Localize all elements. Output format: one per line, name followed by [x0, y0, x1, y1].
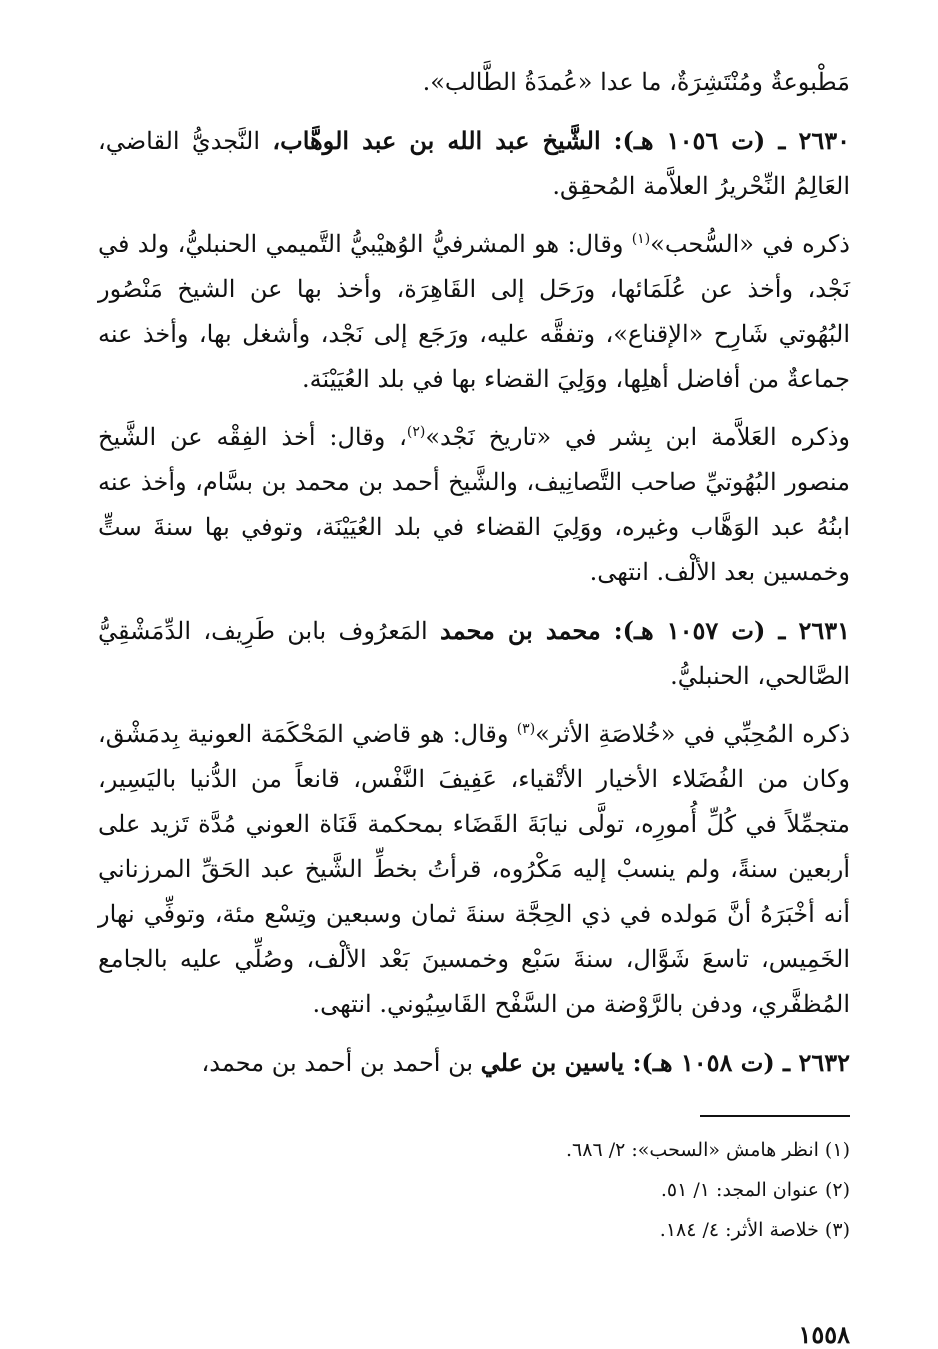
footnote-reference: (٢)	[406, 424, 426, 440]
footnote-item: (٢) عنوان المجد: ١/ ٥١.	[660, 1179, 850, 1201]
footnote-reference: (٣)	[516, 721, 536, 737]
paragraph-text: وقال: هو قاضي المَحْكَمَة العونية بِدمَشْق، وكان من الفُضَلاء الأخيار الأتْقياء، عَفِيفَ النَّفْس، قانعاً من الدُّنيا باليَسِير، متجمِّلاً في كُلِّ أُمورِه، تولَّى نيابَةَ القَضَاء بمحكمة قَنَاة العوني مُدَّة تَزيد على أربعين سنةً، ولم ينسبْ إليه مَكْرُوه، قرأتُ بخطِّ الشَّيخ عبد الحَقِّ المرزناني أنه أخْبَرَهُ أنَّ مَولده في ذي الحِجَّة سنةَ ثمان وسبعين وتِسْع مئة، وتوفِّي نهار الخَمِيس، تاسعَ شَوَّال، سنةَ سَبْع وخمسينَ بَعْد الألْف، وصُلِّي عليه بالجامع المُظفَّري، ودفن بالرَّوْضة من السَّفْح القَاسِيُوني. انتهى.	[98, 720, 850, 1018]
document-page	[98, 60, 851, 1349]
footnote-item: (٣) خلاصة الأثر: ٤/ ١٨٤.	[659, 1219, 850, 1241]
entry-description: بن أحمد بن أحمد بن محمد،	[201, 1049, 481, 1077]
paragraph-suhub	[98, 222, 850, 402]
paragraph-text: ذكره في «السُّحب»	[650, 230, 850, 258]
entry-description: النَّجديُّ القاضي، العَالِمُ النِّحْريرُ العلاَّمة المُحقِق.	[98, 127, 850, 200]
paragraph-text: وذكره العَلاَّمة ابن بِشر في «تاريخ نَجْد»	[425, 423, 850, 451]
footnote-divider	[700, 1115, 850, 1117]
entry-heading: ٢٦٣١ ـ (ت ١٠٥٧ هـ): محمد بن محمد	[440, 616, 851, 645]
footnote-item: (١) انظر هامش «السحب»: ٢/ ٦٨٦.	[566, 1139, 850, 1161]
entry-description: المَعرُوف بابن طَرِيف، الدِّمَشْقِيُّ الصَّالحي، الحنبليُّ.	[98, 617, 850, 690]
entry-heading: ٢٦٣٢ ـ (ت ١٠٥٨ هـ): ياسين بن علي	[480, 1048, 850, 1077]
biography-entry-2630	[98, 118, 850, 209]
continuation-text: مَطْبوعةٌ ومُنْتَشِرَةٌ، ما عدا «عُمدَةُ الطَّالب».	[422, 68, 850, 96]
paragraph-text: وقال: هو المشرفيُّ الوُهيْبيُّ التَّميمي الحنبليُّ، ولد في نَجْد، وأخذ عن عُلَمَائها، ورَحَل إلى القَاهِرَة، وأخذ بها عن الشيخ مَنْصُور البُهُوتي شَارِح «الإقناع»، وتفقَّه عليه، ورَجَع إلى نَجْد، وأشغل بها، وأخذ عنه جماعةٌ من أفاضل أهلِها، ووَلِيَ القضاء بها في بلد العُيَيْنَة.	[98, 230, 850, 393]
paragraph-ibn-bishr	[98, 415, 850, 595]
biography-entry-2632	[98, 1040, 850, 1086]
entry-heading: ٢٦٣٠ ـ (ت ١٠٥٦ هـ): الشَّيخ عبد الله بن عبد الوهَّاب،	[272, 126, 851, 155]
footnote-reference: (١)	[631, 231, 651, 247]
paragraph-text: ، وقال: أخذ الفِقْه عن الشَّيخ منصور البُهُوتيِّ صاحب التَّصانِيف، والشَّيخ أحمد بن محمد بن بسَّام، وأخذ عنه ابنُهُ عبد الوَهَّاب وغيره، ووَلِيَ القضاء في بلد العُيَيْنَة، وتوفي بها سنةَ ستٍّ وخمسين بعد الألْف. انتهى.	[98, 423, 850, 586]
biography-entry-2631	[98, 608, 850, 699]
page-number: ١٥٥٨	[798, 1320, 850, 1349]
paragraph-muhibbi	[98, 712, 850, 1027]
footnotes	[98, 1130, 850, 1250]
paragraph-text: ذكره المُحِبِّي في «خُلاصَةِ الأثر»	[535, 720, 851, 748]
